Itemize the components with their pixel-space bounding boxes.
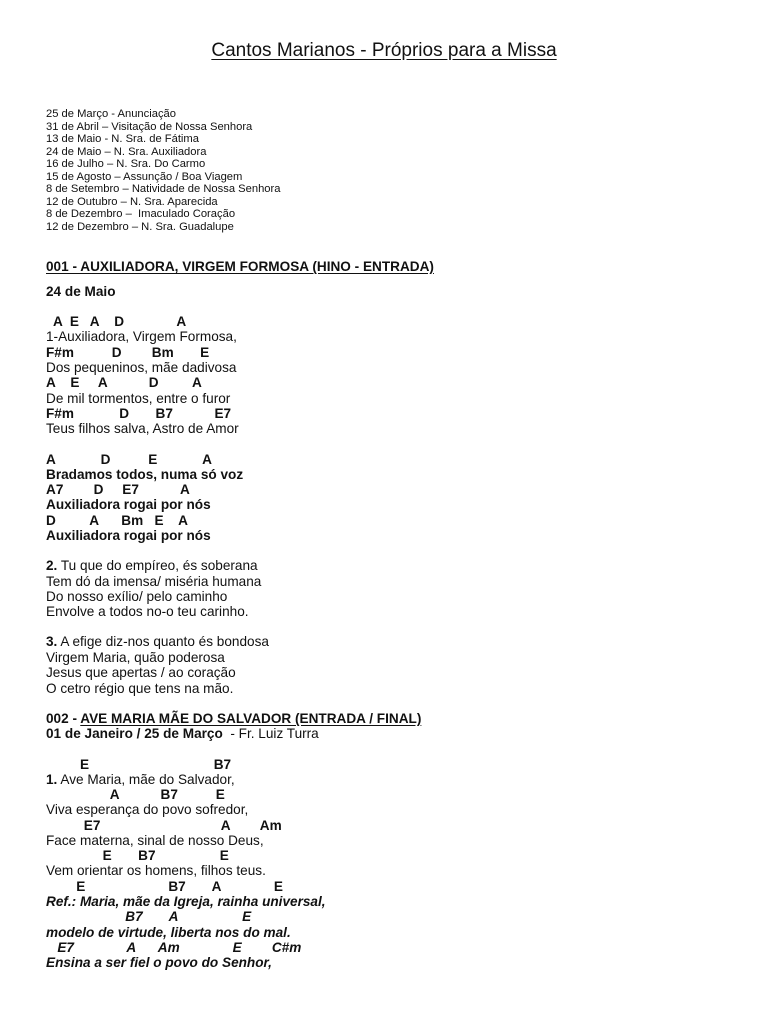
verse-line: [46, 558, 258, 574]
feast-date: 16 de Julho – N. Sra. Do Carmo: [46, 158, 206, 170]
verse-line: Tem dó da imensa/ miséria humana: [46, 574, 262, 589]
feast-date: 8 de Setembro – Natividade de Nossa Senhora: [46, 183, 281, 195]
song2-date: 01 de Janeiro / 25 de Março: [46, 726, 223, 741]
verse-text: Tu que do empíreo, és soberana: [57, 558, 258, 573]
song2-number: 002 -: [46, 711, 81, 726]
feast-date: 24 de Maio – N. Sra. Auxiliadora: [46, 145, 207, 158]
page-title: Cantos Marianos - Próprios para a Missa: [211, 40, 557, 61]
feast-dates-list: [46, 108, 280, 233]
refrain-line: modelo de virtude, liberta nos do mal.: [46, 925, 291, 940]
feast-date: 25 de Março - Anunciação: [46, 108, 176, 120]
song2-title: AVE MARIA MÃE DO SALVADOR (ENTRADA / FINAL): [80, 711, 422, 726]
song1-date: 24 de Maio: [46, 284, 116, 299]
refrain-line: Ensina a ser fiel o povo do Senhor,: [46, 955, 272, 970]
chord-line: A D E A: [46, 452, 212, 467]
lyric-line: [46, 772, 235, 788]
lyric-line: 1-Auxiliadora, Virgem Formosa,: [46, 329, 237, 344]
chord-line: E B7 A E: [46, 879, 283, 894]
song2-heading: [46, 711, 421, 727]
chord-line: A E A D A: [46, 314, 187, 329]
feast-date: 15 de Agosto – Assunção / Boa Viagem: [46, 170, 243, 183]
chord-line: E7 A Am E C#m: [46, 940, 302, 955]
feast-date: 12 de Outubro – N. Sra. Aparecida: [46, 195, 218, 208]
verse-line: Jesus que apertas / ao coração: [46, 665, 236, 680]
verse-line: Virgem Maria, quão poderosa: [46, 650, 225, 665]
verse-number: 1.: [46, 772, 58, 787]
verse-number: 3.: [46, 634, 58, 649]
feast-date: 12 de Dezembro – N. Sra. Guadalupe: [46, 220, 234, 233]
verse-text: A efige diz-nos quanto és bondosa: [57, 634, 269, 649]
verse-line: Do nosso exílio/ pelo caminho: [46, 589, 228, 604]
song1-heading: 001 - AUXILIADORA, VIRGEM FORMOSA (HINO - ENTRADA): [46, 259, 434, 274]
chord-line: E B7 E: [46, 848, 229, 863]
lyric-line: Dos pequeninos, mãe dadivosa: [46, 360, 237, 375]
refrain-line: Ref.: Maria, mãe da Igreja, rainha universal,: [46, 894, 326, 909]
feast-date: 31 de Abril – Visitação de Nossa Senhora: [46, 120, 253, 133]
lyric-line: Viva esperança do povo sofredor,: [46, 802, 249, 817]
chord-line: F#m D B7 E7: [46, 406, 232, 421]
chord-line: D A Bm E A: [46, 513, 188, 528]
verse-line: O cetro régio que tens na mão.: [46, 681, 234, 696]
chord-line: A B7 E: [46, 787, 225, 802]
verse-text: Ave Maria, mãe do Salvador,: [57, 772, 235, 787]
chord-line: A7 D E7 A: [46, 482, 190, 497]
chorus-line: Auxiliadora rogai por nós: [46, 528, 211, 543]
chord-line: F#m D Bm E: [46, 345, 210, 360]
verse-number: 2.: [46, 558, 58, 573]
chord-line: A E A D A: [46, 375, 202, 390]
chord-line: B7 A E: [46, 909, 252, 924]
chord-line: E7 A Am: [46, 818, 282, 833]
feast-date: 13 de Maio - N. Sra. de Fátima: [46, 133, 199, 145]
lyric-line: Vem orientar os homens, filhos teus.: [46, 863, 266, 878]
chorus-line: Auxiliadora rogai por nós: [46, 497, 211, 512]
lyric-line: Teus filhos salva, Astro de Amor: [46, 421, 239, 436]
verse-line: [46, 634, 269, 650]
verse-line: Envolve a todos no-o teu carinho.: [46, 604, 249, 619]
chorus-line: Bradamos todos, numa só voz: [46, 467, 244, 482]
lyric-line: De mil tormentos, entre o furor: [46, 391, 231, 406]
lyric-line: Face materna, sinal de nosso Deus,: [46, 833, 264, 848]
feast-date: 8 de Dezembro – Imaculado Coração: [46, 208, 236, 220]
song2-subheading: [46, 726, 319, 742]
chord-line: E B7: [46, 757, 232, 772]
song2-author: - Fr. Luiz Turra: [222, 726, 319, 741]
